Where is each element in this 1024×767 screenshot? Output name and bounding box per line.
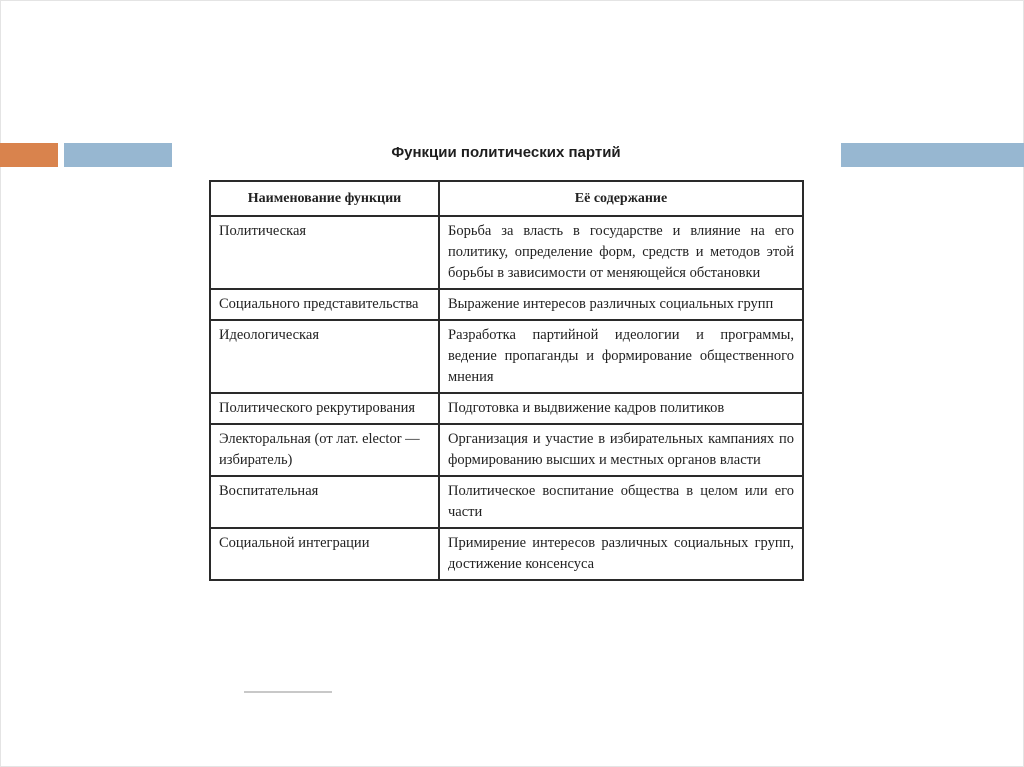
function-name-cell: Воспитательная — [210, 476, 439, 528]
function-content-cell: Борьба за власть в государстве и влияние на его политику, определение форм, средств и методов этой борьбы в зависимости от меняющейся обстановки — [439, 216, 803, 289]
table-row — [210, 320, 803, 393]
table-row — [210, 424, 803, 476]
function-content-cell: Политическое воспитание общества в целом или его части — [439, 476, 803, 528]
function-name-cell: Электоральная (от лат. elector — избиратель) — [210, 424, 439, 476]
footnote-line — [244, 691, 332, 693]
functions-table — [209, 180, 804, 581]
function-name-cell: Социального представительства — [210, 289, 439, 320]
function-name-cell: Социальной интеграции — [210, 528, 439, 580]
table-row — [210, 476, 803, 528]
function-content-cell: Разработка партийной идеологии и программы, ведение пропаганды и формирование общественного мнения — [439, 320, 803, 393]
table-title: Функции политических партий — [391, 144, 621, 161]
function-content-cell: Организация и участие в избирательных кампаниях по формированию высших и местных органов власти — [439, 424, 803, 476]
header-function-name: Наименование функции — [210, 181, 439, 216]
header-function-content: Её содержание — [439, 181, 803, 216]
table-row — [210, 528, 803, 580]
function-name-cell: Идеологическая — [210, 320, 439, 393]
table-row — [210, 289, 803, 320]
decor-bar-orange — [0, 143, 58, 167]
function-name-cell: Политического рекрутирования — [210, 393, 439, 424]
function-content-cell: Выражение интересов различных социальных групп — [439, 289, 803, 320]
function-content-cell: Подготовка и выдвижение кадров политиков — [439, 393, 803, 424]
table-row — [210, 393, 803, 424]
decor-bar-blue-left — [64, 143, 172, 167]
table-header-row — [210, 181, 803, 216]
function-name-cell: Политическая — [210, 216, 439, 289]
table-row — [210, 216, 803, 289]
function-content-cell: Примирение интересов различных социальных групп, достижение консенсуса — [439, 528, 803, 580]
decor-bar-blue-right — [841, 143, 1024, 167]
